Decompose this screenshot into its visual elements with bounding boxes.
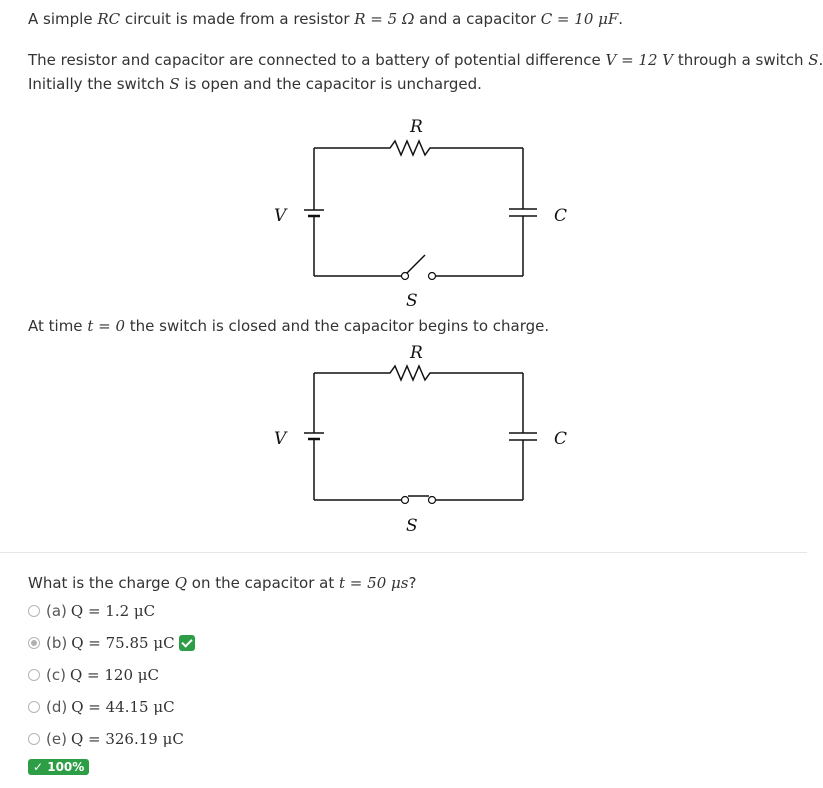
- option-c[interactable]: (c) Q = 120 μC: [28, 664, 159, 686]
- radio-button[interactable]: [28, 605, 40, 617]
- closed-text: At time t = 0 the switch is closed and the capacitor begins to charge.: [28, 317, 550, 335]
- battery-label: V: [274, 206, 287, 226]
- rc-symbol: RC: [97, 10, 121, 28]
- radio-button[interactable]: [28, 669, 40, 681]
- switch-symbol: [402, 273, 409, 280]
- score-badge: ✓ 100%: [28, 759, 89, 775]
- resistance-value: R = 5 Ω: [354, 10, 415, 28]
- resistor-symbol: [314, 141, 523, 155]
- battery-label: V: [274, 429, 287, 449]
- option-b[interactable]: (b) Q = 75.85 μC: [28, 632, 195, 654]
- radio-button[interactable]: [28, 701, 40, 713]
- resistor-symbol: [314, 366, 523, 380]
- initial-text: Initially the switch S is open and the capacitor is uncharged.: [28, 75, 482, 93]
- capacitance-value: C = 10 μF: [540, 10, 619, 28]
- switch-label: S: [406, 291, 418, 311]
- resistor-label: R: [410, 117, 423, 137]
- switch-label: S: [406, 516, 418, 536]
- divider: [0, 552, 807, 553]
- resistor-label: R: [410, 343, 423, 363]
- correct-check-icon: [179, 635, 195, 651]
- radio-button[interactable]: [28, 733, 40, 745]
- capacitor-label: C: [554, 206, 568, 226]
- question-text: What is the charge Q on the capacitor at t = 50 μs?: [28, 574, 417, 592]
- voltage-value: V = 12 V: [605, 51, 674, 69]
- switch-symbol: [402, 497, 409, 504]
- option-a[interactable]: (a) Q = 1.2 μC: [28, 600, 155, 622]
- option-d[interactable]: (d) Q = 44.15 μC: [28, 696, 175, 718]
- option-e[interactable]: (e) Q = 326.19 μC: [28, 728, 184, 750]
- radio-button-selected[interactable]: [28, 637, 40, 649]
- capacitor-label: C: [554, 429, 568, 449]
- circuit-diagram-closed: [240, 333, 568, 536]
- circuit-diagram-open: [240, 108, 568, 311]
- battery-text: The resistor and capacitor are connected to a battery of potential difference V = 12 V through a switch S.: [28, 51, 823, 69]
- intro-text: A simple RC circuit is made from a resistor R = 5 Ω and a capacitor C = 10 μF.: [28, 10, 624, 28]
